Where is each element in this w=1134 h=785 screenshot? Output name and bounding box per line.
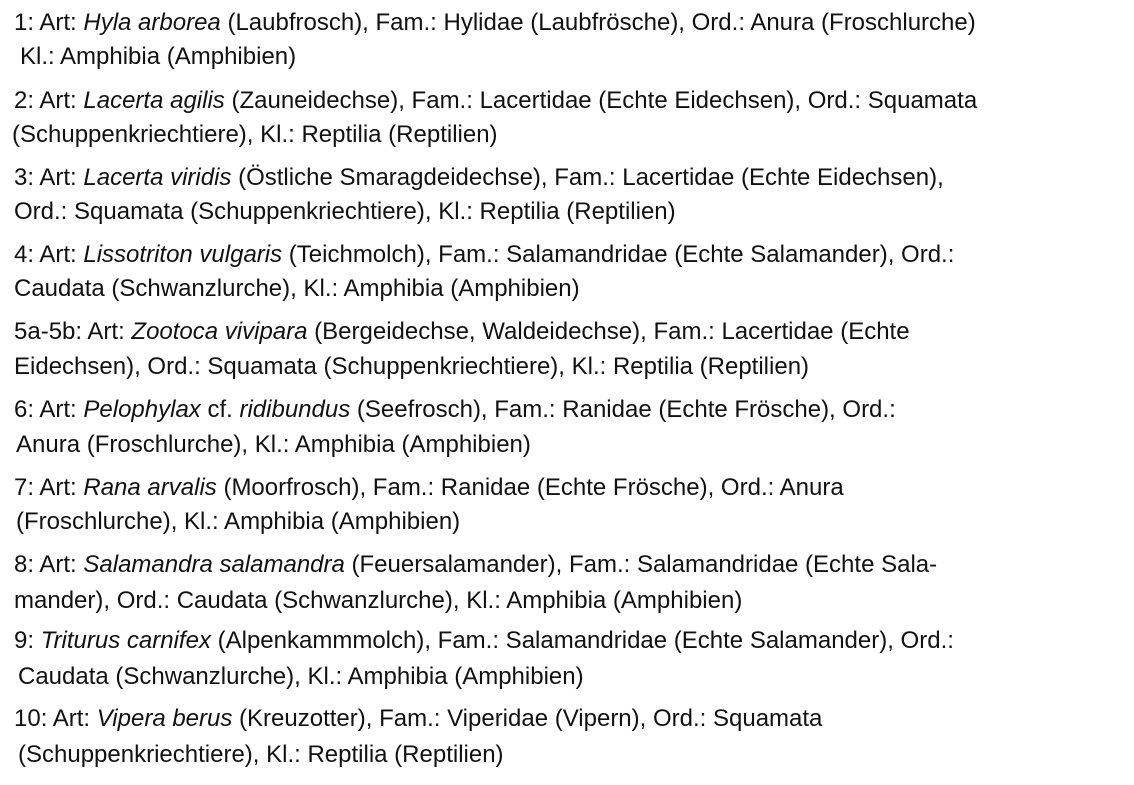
- caption-line: [14, 240, 954, 270]
- caption-line: [14, 586, 742, 616]
- caption-text: cf.: [200, 396, 240, 423]
- caption-text: mander), Ord.: Caudata (Schwanzlurche), Kl.: Amphibia (Amphibien): [14, 587, 743, 614]
- caption-line: [20, 42, 296, 72]
- caption-text: Caudata (Schwanzlurche), Kl.: Amphibia (Amphibien): [14, 275, 580, 302]
- caption-text: (Schuppenkriechtiere), Kl.: Reptilia (Reptilien): [12, 121, 498, 148]
- caption-line: [14, 704, 822, 734]
- species-name: Triturus carnifex: [40, 627, 211, 654]
- caption-line: [12, 120, 498, 150]
- caption-line: [18, 662, 584, 692]
- caption-text: 3: Art:: [14, 164, 84, 191]
- caption-text: (Schuppenkriechtiere), Kl.: Reptilia (Reptilien): [18, 741, 504, 768]
- caption-text: 5a-5b: Art:: [14, 318, 132, 345]
- caption-text: 1: Art:: [14, 9, 84, 36]
- caption-text: (Bergeidechse, Waldeidechse), Fam.: Lacertidae (Echte: [307, 318, 910, 345]
- caption-line: [14, 317, 910, 347]
- species-name: Pelophylax: [83, 396, 201, 423]
- caption-line: [14, 163, 944, 193]
- caption-text: Anura (Froschlurche), Kl.: Amphibia (Amphibien): [16, 431, 531, 458]
- species-name: Salamandra salamandra: [83, 551, 345, 578]
- caption-line: [16, 430, 531, 460]
- caption-text: Caudata (Schwanzlurche), Kl.: Amphibia (Amphibien): [18, 663, 584, 690]
- caption-text: Kl.: Amphibia (Amphibien): [20, 43, 297, 70]
- species-name: Lacerta agilis: [83, 87, 225, 114]
- caption-text: Ord.: Squamata (Schuppenkriechtiere), Kl.: Reptilia (Reptilien): [14, 198, 676, 225]
- caption-text: Eidechsen), Ord.: Squamata (Schuppenkriechtiere), Kl.: Reptilia (Reptilien): [14, 353, 810, 380]
- caption-text: 7: Art:: [14, 474, 84, 501]
- caption-text: 2: Art:: [14, 87, 84, 114]
- species-name: Zootoca vivipara: [131, 318, 308, 345]
- caption-line: [14, 197, 676, 227]
- caption-text: (Teichmolch), Fam.: Salamandridae (Echte Salamander), Ord.:: [282, 241, 955, 268]
- species-name: ridibundus: [239, 396, 351, 423]
- caption-line: [14, 550, 937, 580]
- caption-text: (Laubfrosch), Fam.: Hylidae (Laubfrösche), Ord.: Anura (Froschlurche): [220, 9, 976, 36]
- species-name: Vipera berus: [96, 705, 233, 732]
- caption-line: [14, 8, 976, 38]
- caption-line: [18, 740, 504, 770]
- caption-line: [14, 473, 844, 503]
- species-name: Hyla arborea: [83, 9, 221, 36]
- caption-line: [14, 86, 977, 116]
- caption-line: [14, 395, 896, 425]
- caption-text: (Östliche Smaragdeidechse), Fam.: Lacertidae (Echte Eidechsen),: [231, 164, 944, 191]
- caption-line: [16, 507, 460, 537]
- caption-text: 4: Art:: [14, 241, 84, 268]
- caption-text: (Alpenkammmolch), Fam.: Salamandridae (Echte Salamander), Ord.:: [210, 627, 954, 654]
- caption-text: 8: Art:: [14, 551, 84, 578]
- caption-text: (Moorfrosch), Fam.: Ranidae (Echte Frösche), Ord.: Anura: [216, 474, 844, 501]
- caption-text: (Froschlurche), Kl.: Amphibia (Amphibien): [16, 508, 461, 535]
- species-name: Rana arvalis: [83, 474, 217, 501]
- caption-text: (Zauneidechse), Fam.: Lacertidae (Echte Eidechsen), Ord.: Squamata: [224, 87, 978, 114]
- species-name: Lacerta viridis: [83, 164, 232, 191]
- caption-line: [14, 352, 809, 382]
- caption-line: [14, 626, 954, 656]
- caption-text: 9:: [14, 627, 41, 654]
- caption-text: (Kreuzotter), Fam.: Viperidae (Vipern), Ord.: Squamata: [232, 705, 823, 732]
- species-name: Lissotriton vulgaris: [83, 241, 283, 268]
- caption-text: (Feuersalamander), Fam.: Salamandridae (Echte Sala-: [344, 551, 938, 578]
- caption-text: (Seefrosch), Fam.: Ranidae (Echte Frösche), Ord.:: [350, 396, 896, 423]
- caption-text: 6: Art:: [14, 396, 84, 423]
- caption-text: 10: Art:: [14, 705, 97, 732]
- caption-line: [14, 274, 580, 304]
